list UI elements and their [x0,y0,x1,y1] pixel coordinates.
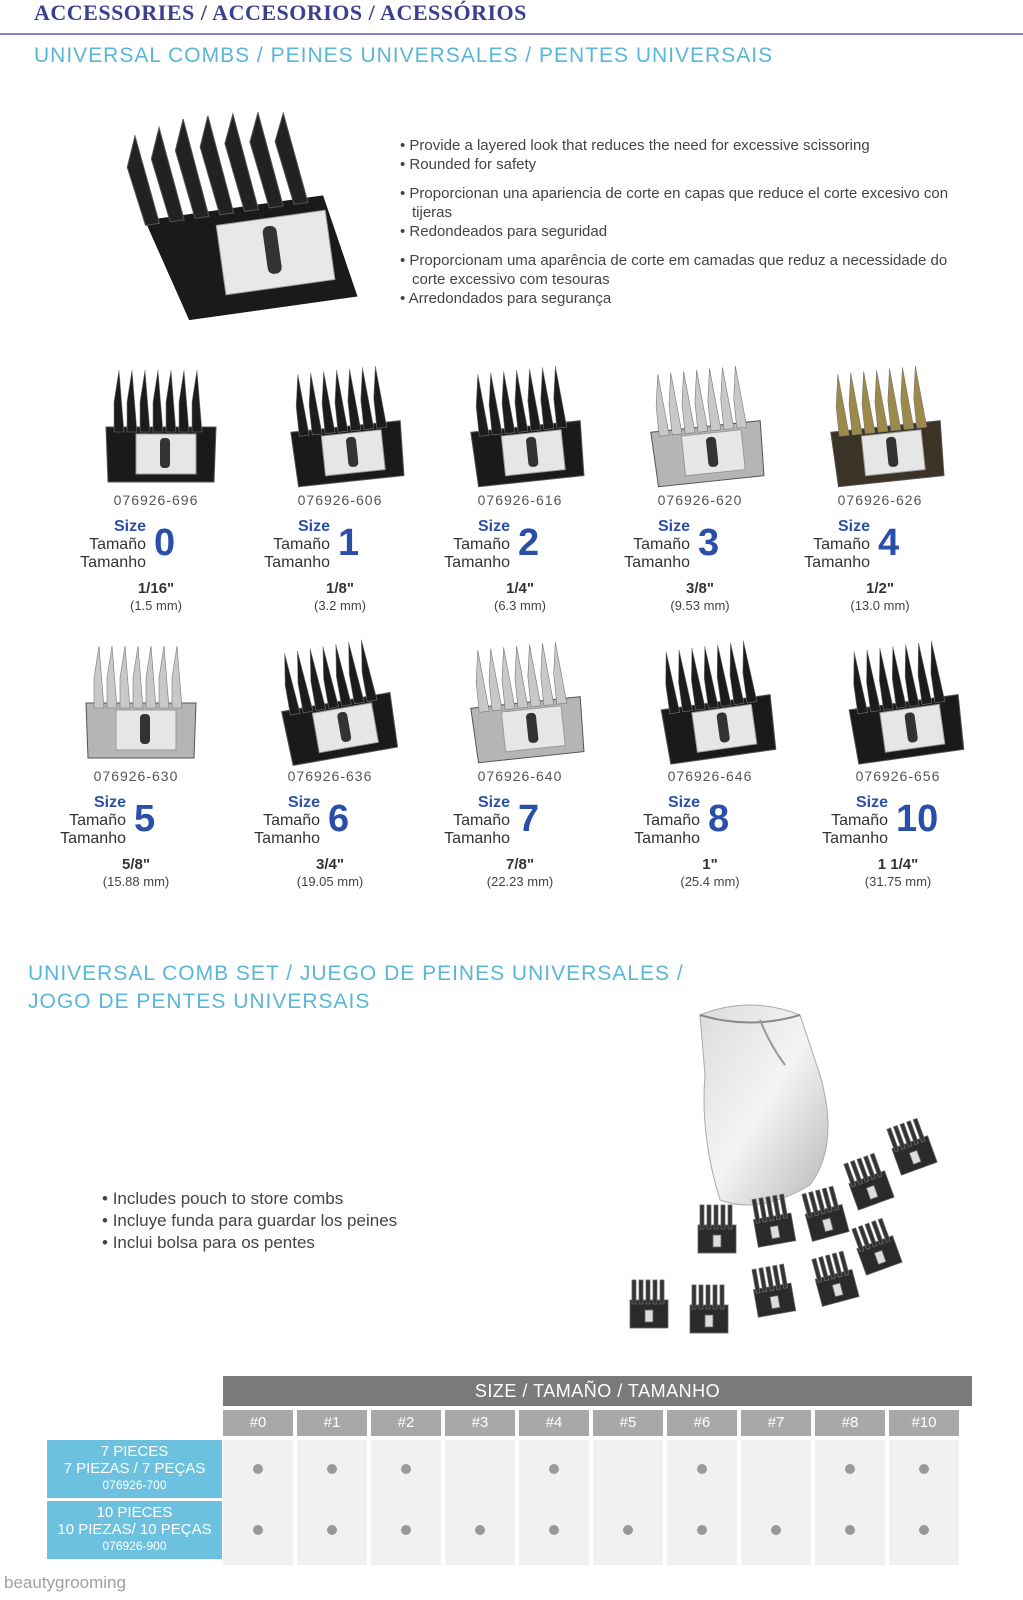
set-feature-item: • Inclui bolsa para os pentes [102,1232,397,1254]
size-column-header: #3 [445,1410,515,1436]
comb-size-number: 0 [154,522,176,564]
comb-part-number: 076926-696 [113,492,199,508]
size-column-background [297,1440,367,1565]
feature-list [400,136,980,308]
size-label-es: Tamaño [263,812,320,829]
comb-item-size-3 [610,352,790,612]
set-comb-icon [885,1117,937,1175]
set-comb-icon [810,1250,859,1306]
size-label-pt: Tamanho [634,830,700,847]
included-dot [845,1525,855,1535]
comb-item-size-1 [250,352,430,612]
comb-length-mm: (1.5 mm) [130,598,182,613]
included-dot [697,1464,707,1474]
section-title-comb-set [28,960,684,1016]
comb-size-number: 10 [896,798,939,840]
included-dot [919,1464,929,1474]
size-column-background [519,1440,589,1565]
size-label-en: Size [113,518,146,535]
size-column-background [593,1440,663,1565]
size-label-en: Size [837,518,870,535]
included-dot [327,1464,337,1474]
comb-part-number: 076926-646 [667,768,753,784]
comb-length-mm: (9.53 mm) [670,598,730,613]
included-dot [549,1464,559,1474]
size-label-pt: Tamanho [624,554,690,571]
set-comb-icon [698,1205,736,1253]
size-column-background [223,1440,293,1565]
comb-part-number: 076926-626 [837,492,923,508]
comb-length-inches: 1/8" [326,580,354,597]
included-dot [401,1525,411,1535]
size-label-es: Tamaño [633,536,690,553]
feature-item: • Redondeados para seguridad [400,222,980,241]
comb-item-size-5 [46,628,226,888]
comb-part-number: 076926-630 [93,768,179,784]
set-comb-icon [842,1152,894,1210]
size-label-es: Tamaño [89,536,146,553]
size-label-pt: Tamanho [444,830,510,847]
comb-length-inches: 1/2" [866,580,894,597]
comb-item-size-10 [808,628,988,888]
size-label-pt: Tamanho [444,554,510,571]
comb-size-number: 7 [518,798,540,840]
comb-length-inches: 1/16" [137,580,175,597]
set-feature-item: • Incluye funda para guardar los peines [102,1210,397,1232]
size-label-es: Tamaño [69,812,126,829]
set-feature-list [102,1188,397,1254]
comb-size-number: 3 [698,522,720,564]
comb-set-pouch-image [610,985,950,1365]
size-label-pt: Tamanho [254,830,320,847]
comb-length-mm: (25.4 mm) [680,874,740,889]
set-row-title: 7 PIECES [100,1443,169,1460]
size-table-header: SIZE / TAMAÑO / TAMANHO [223,1376,972,1406]
feature-item: • Provide a layered look that reduces the need for excessive scissoring [400,136,980,155]
size-column-header: #10 [889,1410,959,1436]
comb-item-size-4 [790,352,970,612]
comb-length-inches: 3/8" [686,580,714,597]
comb-size-block [250,516,430,576]
size-column-background [667,1440,737,1565]
included-dot [845,1464,855,1474]
size-column-header: #1 [297,1410,367,1436]
comb-item-size-7 [430,628,610,888]
size-label-pt: Tamanho [264,554,330,571]
set-row-title: 10 PIECES [96,1504,173,1521]
included-dot [253,1525,263,1535]
size-column-background [815,1440,885,1565]
watermark: beautygrooming [4,1573,126,1592]
size-column-header: #2 [371,1410,441,1436]
size-column-header: #7 [741,1410,811,1436]
comb-length-mm: (13.0 mm) [850,598,910,613]
set-title-line: UNIVERSAL COMB SET / JUEGO DE PEINES UNIVERSALES / [28,962,684,985]
comb-size-number: 1 [338,522,360,564]
set-row-label [47,1440,222,1498]
size-label-en: Size [93,794,126,811]
included-dot [327,1525,337,1535]
comb-size-block [430,792,610,852]
set-comb-icon [690,1285,728,1333]
comb-length-mm: (15.88 mm) [102,874,170,889]
comb-part-number: 076926-616 [477,492,563,508]
comb-item-size-6 [240,628,420,888]
comb-size-block [240,792,420,852]
size-column-header: #6 [667,1410,737,1436]
set-comb-icon [750,1263,796,1317]
size-column-background [445,1440,515,1565]
size-column-header: #4 [519,1410,589,1436]
size-label-es: Tamaño [453,536,510,553]
comb-length-mm: (19.05 mm) [296,874,364,889]
size-column-header: #8 [815,1410,885,1436]
size-label-en: Size [297,518,330,535]
feature-item: • Proporcionam uma aparência de corte em camadas que reduz a necessidade do corte excessivo com tesouras [400,251,980,289]
included-dot [623,1525,633,1535]
size-label-en: Size [287,794,320,811]
feature-item: • Rounded for safety [400,155,980,174]
included-dot [919,1525,929,1535]
comb-size-number: 8 [708,798,730,840]
size-label-pt: Tamanho [80,554,146,571]
comb-part-number: 076926-640 [477,768,563,784]
feature-item: • Arredondados para segurança [400,289,980,308]
size-label-en: Size [657,518,690,535]
comb-length-inches: 1" [702,856,718,873]
comb-item-size-2 [430,352,610,612]
included-dot [475,1525,485,1535]
set-row-label [47,1501,222,1559]
size-label-es: Tamaño [831,812,888,829]
set-comb-icon [800,1185,849,1241]
comb-size-block [808,792,988,852]
included-dot [549,1525,559,1535]
comb-length-inches: 7/8" [506,856,534,873]
included-dot [697,1525,707,1535]
set-title-line: JOGO DE PENTES UNIVERSAIS [28,990,371,1013]
comb-part-number: 076926-620 [657,492,743,508]
comb-length-mm: (3.2 mm) [314,598,366,613]
comb-size-number: 2 [518,522,540,564]
size-column-header: #0 [223,1410,293,1436]
comb-size-block [46,792,226,852]
set-comb-icon [630,1280,668,1328]
set-comb-icon [850,1217,902,1275]
size-label-en: Size [855,794,888,811]
feature-item: • Proporcionan una apariencia de corte en capas que reduce el corte excesivo con tijeras [400,184,980,222]
comb-size-number: 5 [134,798,156,840]
comb-size-block [610,516,790,576]
comb-size-block [66,516,246,576]
comb-part-number: 076926-656 [855,768,941,784]
comb-size-block [790,516,970,576]
included-dot [253,1464,263,1474]
comb-length-inches: 3/4" [316,856,344,873]
size-label-pt: Tamanho [804,554,870,571]
size-label-es: Tamaño [813,536,870,553]
comb-length-inches: 1 1/4" [877,856,919,873]
included-dot [401,1464,411,1474]
included-dot [771,1525,781,1535]
comb-size-block [620,792,800,852]
section-title-universal-combs: UNIVERSAL COMBS / PEINES UNIVERSALES / PENTES UNIVERSAIS [34,44,774,67]
comb-length-inches: 1/4" [506,580,534,597]
size-label-es: Tamaño [273,536,330,553]
comb-size-block [430,516,610,576]
set-row-subtitle: 7 PIEZAS / 7 PEÇAS [63,1460,206,1477]
comb-part-number: 076926-636 [287,768,373,784]
comb-part-number: 076926-606 [297,492,383,508]
comb-size-number: 6 [328,798,350,840]
set-row-part-number: 076926-900 [102,1539,167,1553]
size-column-background [741,1440,811,1565]
size-label-es: Tamaño [643,812,700,829]
size-label-pt: Tamanho [60,830,126,847]
size-label-en: Size [477,518,510,535]
size-column-background [371,1440,441,1565]
comb-length-mm: (6.3 mm) [494,598,546,613]
set-row-subtitle: 10 PIEZAS/ 10 PEÇAS [57,1521,212,1538]
size-label-pt: Tamanho [822,830,888,847]
page-header: ACCESSORIES / ACCESORIOS / ACESSÓRIOS [34,0,527,25]
comb-size-number: 4 [878,522,900,564]
size-label-en: Size [667,794,700,811]
header-divider [0,33,1023,35]
set-feature-item: • Includes pouch to store combs [102,1188,397,1210]
set-row-part-number: 076926-700 [102,1478,167,1492]
comb-item-size-8 [620,628,800,888]
comb-item-size-0 [66,352,246,612]
comb-length-mm: (22.23 mm) [486,874,554,889]
hero-comb-image [116,112,366,332]
size-column-header: #5 [593,1410,663,1436]
size-label-en: Size [477,794,510,811]
comb-length-inches: 5/8" [122,856,150,873]
size-label-es: Tamaño [453,812,510,829]
comb-length-mm: (31.75 mm) [864,874,932,889]
size-column-background [889,1440,959,1565]
